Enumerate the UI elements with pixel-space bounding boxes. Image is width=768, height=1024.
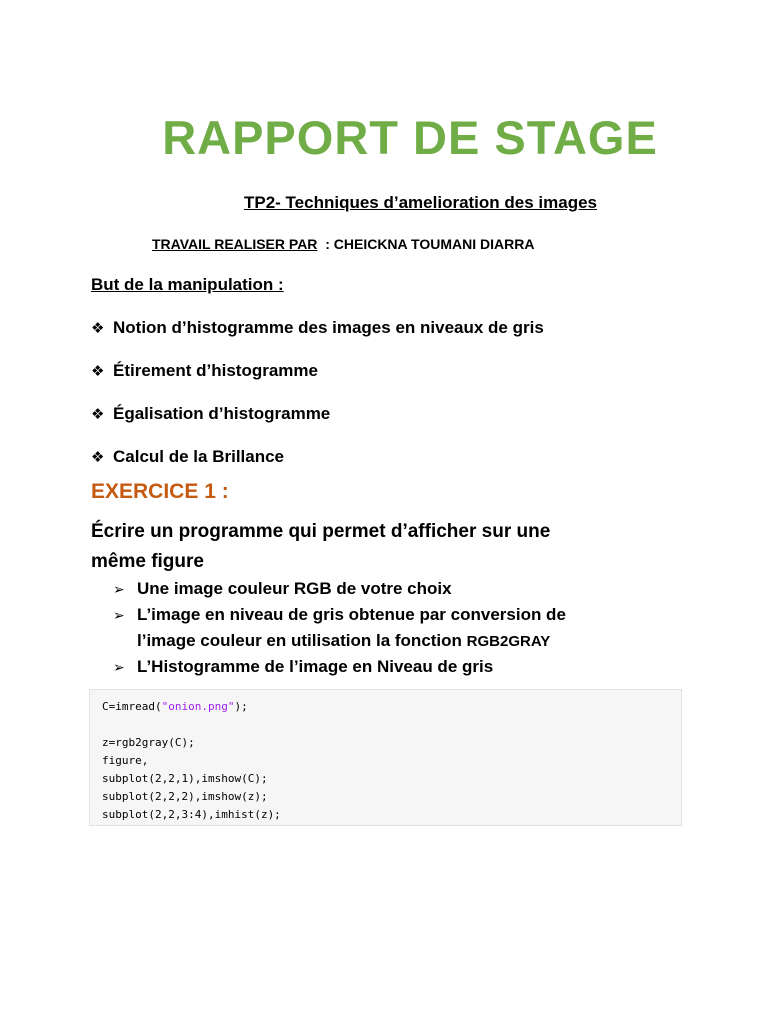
author-name: CHEICKNA TOUMANI DIARRA (333, 236, 535, 252)
question-line: même figure (91, 551, 204, 572)
code-line: z=rgb2gray(C); (102, 736, 195, 749)
goal-item (91, 318, 544, 338)
exercise-item (113, 657, 493, 677)
exercise-heading: EXERCICE 1 : (91, 480, 229, 503)
exercise-item (113, 605, 566, 625)
code-line: subplot(2,2,2),imshow(z); (102, 790, 268, 803)
exercise-item-continuation (137, 631, 550, 651)
code-line: subplot(2,2,3:4),imhist(z); (102, 808, 281, 821)
goal-item (91, 447, 284, 467)
code-line: figure, (102, 754, 149, 767)
continuation-text: l’image couleur en utilisation la fonction (137, 631, 467, 650)
diamond-bullet-icon: ❖ (91, 449, 105, 466)
diamond-bullet-icon: ❖ (91, 320, 105, 337)
goal-text: Égalisation d’histogramme (113, 404, 331, 423)
goal-item (91, 404, 330, 424)
exercise-item-text: L’image en niveau de gris obtenue par conversion de (137, 605, 566, 624)
code-block (89, 689, 682, 826)
arrow-bullet-icon: ➢ (113, 607, 125, 623)
author-line (152, 236, 534, 252)
code-listing (102, 698, 281, 824)
goal-text: Notion d’histogramme des images en niveaux de gris (113, 318, 544, 337)
function-name: RGB2GRAY (466, 633, 551, 650)
arrow-bullet-icon: ➢ (113, 659, 125, 675)
author-label: TRAVAIL REALISER PAR (152, 236, 318, 252)
exercise-item-text: Une image couleur RGB de votre choix (137, 579, 452, 598)
diamond-bullet-icon: ❖ (91, 406, 105, 423)
goal-text: Calcul de la Brillance (113, 447, 285, 466)
exercise-item-text: L’Histogramme de l’image en Niveau de gris (137, 657, 494, 676)
code-line: subplot(2,2,1),imshow(C); (102, 772, 268, 785)
subtitle: TP2- Techniques d’amelioration des images (244, 193, 597, 212)
goal-text: Étirement d’histogramme (113, 361, 318, 380)
diamond-bullet-icon: ❖ (91, 363, 105, 380)
report-title: RAPPORT DE STAGE (162, 111, 658, 164)
author-separator: : (317, 236, 334, 252)
exercise-question (91, 517, 691, 577)
code-string: "onion.png" (161, 700, 235, 713)
arrow-bullet-icon: ➢ (113, 581, 125, 597)
exercise-item (113, 579, 452, 599)
goal-item (91, 361, 318, 381)
code-line (102, 716, 281, 734)
code-line: C=imread("onion.png"); (102, 700, 248, 713)
question-line: Écrire un programme qui permet d’afficher sur une (91, 521, 551, 542)
goal-heading: But de la manipulation : (91, 275, 284, 294)
